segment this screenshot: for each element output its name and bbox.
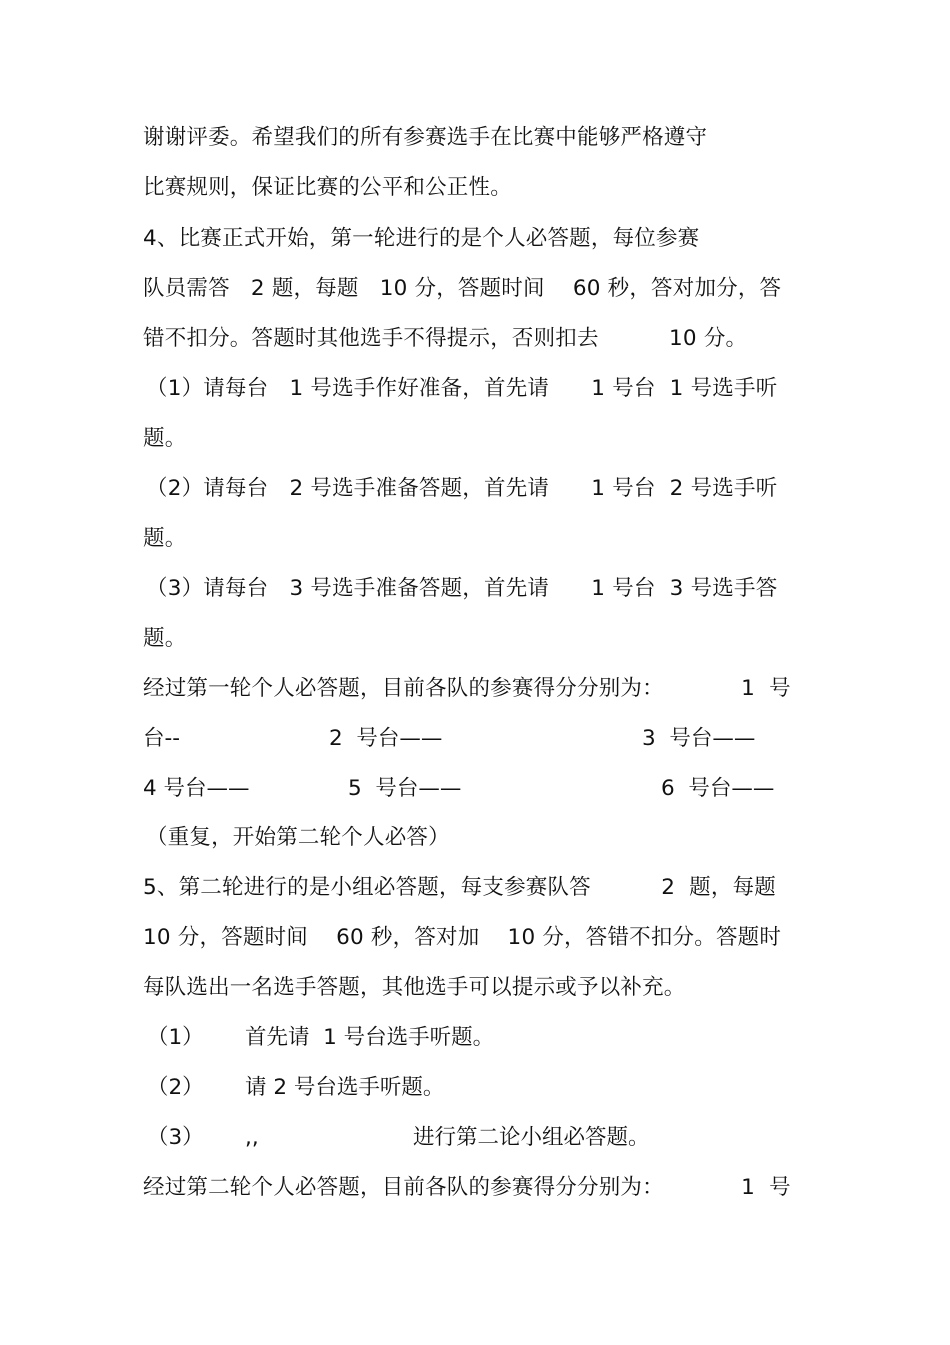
score-label: 4 号台—— — [143, 776, 250, 801]
score-label: 5 号台—— — [348, 776, 462, 801]
item-number: （2） — [147, 1075, 204, 1100]
text-line: 题。 — [143, 526, 187, 551]
item-number: （1） — [147, 1025, 204, 1050]
item-number: （3） — [147, 1125, 204, 1150]
item-text: ,, — [245, 1125, 259, 1150]
text-line: 10 分，答题时间 60 秒，答对加 10 分，答错不扣分。答题时 — [143, 925, 782, 950]
text-line: 谢谢评委。希望我们的所有参赛选手在比赛中能够严格遵守 — [143, 125, 708, 150]
text-line: 4、比赛正式开始，第一轮进行的是个人必答题，每位参赛 — [143, 226, 700, 251]
score-label: 3 号台—— — [642, 726, 756, 751]
text-line: （2）请每台 2 号选手准备答题，首先请 1 号台 2 号选手听 — [146, 476, 778, 501]
text-line: 经过第二轮个人必答题，目前各队的参赛得分分别为： 1 号 — [143, 1175, 791, 1200]
score-label: 2 号台—— — [329, 726, 443, 751]
item-text: 进行第二论小组必答题。 — [413, 1125, 650, 1150]
score-label: 6 号台—— — [661, 776, 775, 801]
score-label: 台-- — [143, 726, 181, 751]
item-text: 请 2 号台选手听题。 — [245, 1075, 445, 1100]
text-line: 错不扣分。答题时其他选手不得提示，否则扣去 10 分。 — [143, 326, 748, 351]
text-line: 比赛规则，保证比赛的公平和公正性。 — [143, 175, 512, 200]
text-line: （1）请每台 1 号选手作好准备，首先请 1 号台 1 号选手听 — [146, 376, 778, 401]
text-line: 经过第一轮个人必答题，目前各队的参赛得分分别为： 1 号 — [143, 676, 791, 701]
text-line: 题。 — [143, 426, 187, 451]
text-line: 5、第二轮进行的是小组必答题，每支参赛队答 2 题，每题 — [143, 875, 776, 900]
text-line: （3）请每台 3 号选手准备答题，首先请 1 号台 3 号选手答 — [146, 576, 778, 601]
text-line: （重复，开始第二轮个人必答） — [146, 825, 450, 850]
text-line: 队员需答 2 题，每题 10 分，答题时间 60 秒，答对加分，答 — [143, 276, 782, 301]
text-line: 题。 — [143, 626, 187, 651]
text-line: 每队选出一名选手答题，其他选手可以提示或予以补充。 — [143, 975, 686, 1000]
item-text: 首先请 1 号台选手听题。 — [245, 1025, 495, 1050]
